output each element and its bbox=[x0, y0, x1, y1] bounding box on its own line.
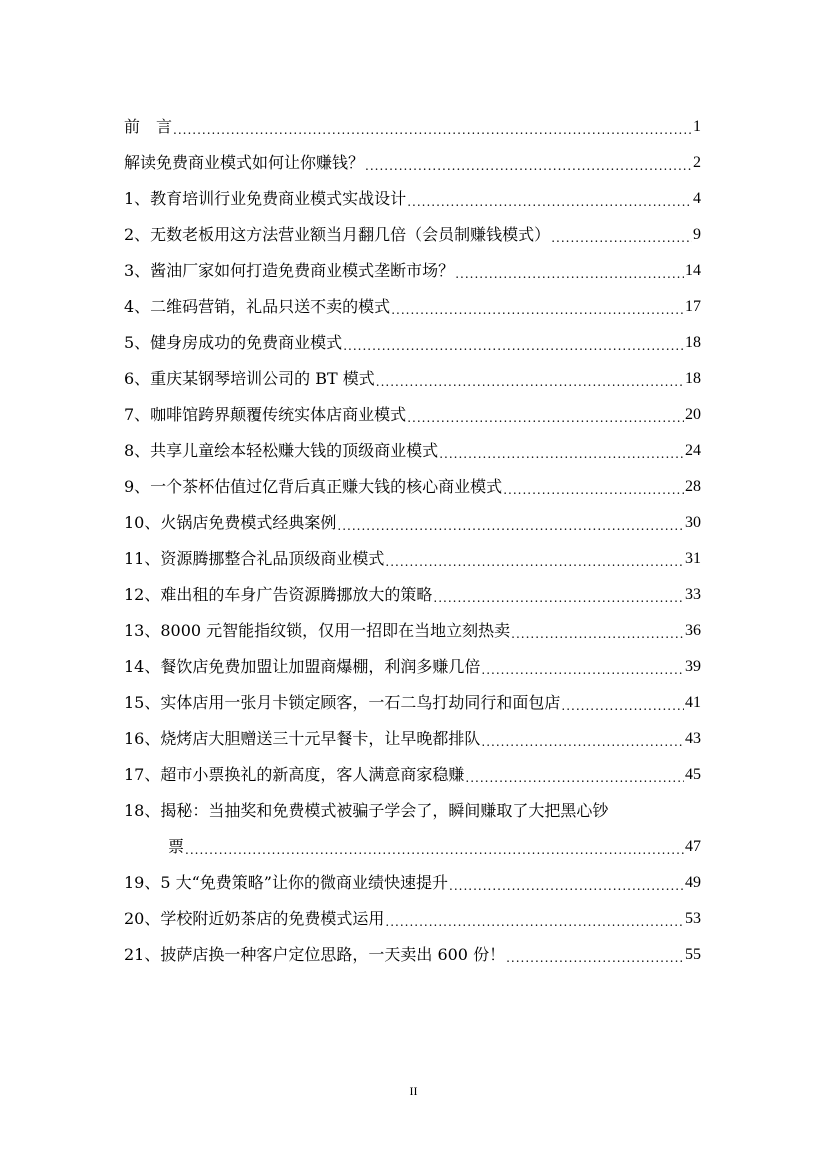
toc-entry-page: 30 bbox=[685, 514, 701, 531]
toc-entry[interactable] bbox=[124, 937, 701, 973]
toc-entry-page: 33 bbox=[685, 586, 701, 603]
toc-entry[interactable] bbox=[124, 613, 701, 649]
toc-entry-page: 36 bbox=[685, 622, 701, 639]
toc-entry-title: 2、无数老板用这方法营业额当月翻几倍（会员制赚钱模式） bbox=[124, 225, 551, 244]
table-of-contents bbox=[124, 109, 701, 973]
toc-entry-title: 16、烧烤店大胆赠送三十元早餐卡，让早晚都排队 bbox=[124, 729, 481, 748]
toc-entry-title: 19、5 大“免费策略”让你的微商业绩快速提升 bbox=[124, 873, 448, 892]
toc-entry-title: 1、教育培训行业免费商业模式实战设计 bbox=[124, 189, 407, 208]
toc-entry-wrapped-continuation[interactable] bbox=[124, 829, 701, 865]
toc-entry-title: 票 bbox=[168, 837, 185, 856]
toc-entry-page: 14 bbox=[685, 262, 701, 279]
toc-leader-dots bbox=[173, 115, 692, 145]
toc-entry-title: 10、火锅店免费模式经典案例 bbox=[124, 513, 337, 532]
toc-entry-page: 4 bbox=[693, 190, 701, 207]
toc-entry-page: 17 bbox=[685, 298, 701, 315]
toc-entry[interactable] bbox=[124, 109, 701, 145]
toc-leader-dots bbox=[439, 439, 684, 469]
toc-entry-page: 2 bbox=[693, 154, 701, 171]
toc-leader-dots bbox=[376, 367, 684, 397]
toc-entry[interactable] bbox=[124, 361, 701, 397]
toc-entry-title: 7、咖啡馆跨界颠覆传统实体店商业模式 bbox=[124, 405, 407, 424]
toc-entries-after bbox=[124, 865, 701, 973]
toc-entry-title: 4、二维码营销，礼品只送不卖的模式 bbox=[124, 297, 391, 316]
toc-entry[interactable] bbox=[124, 145, 701, 181]
toc-entry-wrapped[interactable] bbox=[124, 793, 701, 829]
toc-entry-page: 1 bbox=[693, 118, 701, 135]
toc-entry-page: 9 bbox=[693, 226, 701, 243]
toc-leader-dots bbox=[561, 691, 684, 721]
toc-entry-title: 17、超市小票换礼的新高度，客人满意商家稳赚 bbox=[124, 765, 465, 784]
toc-entry-page: 47 bbox=[685, 838, 701, 855]
toc-leader-dots bbox=[385, 547, 684, 577]
toc-entry-title: 21、披萨店换一种客户定位思路，一天卖出 600 份！ bbox=[124, 945, 506, 964]
toc-entry[interactable] bbox=[124, 433, 701, 469]
toc-entry-title: 18、揭秘：当抽奖和免费模式被骗子学会了，瞬间赚取了大把黑心钞 bbox=[124, 801, 609, 820]
toc-leader-dots bbox=[465, 763, 684, 793]
toc-entry-title: 13、8000 元智能指纹锁，仅用一招即在当地立刻热卖 bbox=[124, 621, 511, 640]
toc-leader-dots bbox=[506, 943, 684, 973]
toc-entry-page: 28 bbox=[685, 478, 701, 495]
toc-entry-page: 45 bbox=[685, 766, 701, 783]
toc-entry-page: 24 bbox=[685, 442, 701, 459]
toc-entry[interactable] bbox=[124, 505, 701, 541]
toc-leader-dots bbox=[481, 655, 684, 685]
toc-entry-page: 49 bbox=[685, 874, 701, 891]
toc-leader-dots bbox=[433, 583, 684, 613]
toc-entry-page: 43 bbox=[685, 730, 701, 747]
toc-entry[interactable] bbox=[124, 757, 701, 793]
toc-entry[interactable] bbox=[124, 397, 701, 433]
toc-entry[interactable] bbox=[124, 253, 701, 289]
toc-leader-dots bbox=[185, 835, 684, 865]
toc-entry[interactable] bbox=[124, 721, 701, 757]
toc-leader-dots bbox=[551, 223, 692, 253]
toc-leader-dots bbox=[337, 511, 684, 541]
toc-entry-title: 6、重庆某钢琴培训公司的 BT 模式 bbox=[124, 369, 375, 388]
toc-entry-title: 8、共享儿童绘本轻松赚大钱的顶级商业模式 bbox=[124, 441, 439, 460]
toc-entry[interactable] bbox=[124, 217, 701, 253]
toc-leader-dots bbox=[343, 331, 684, 361]
toc-entry-title: 12、难出租的车身广告资源腾挪放大的策略 bbox=[124, 585, 433, 604]
toc-entry[interactable] bbox=[124, 577, 701, 613]
toc-leader-dots bbox=[391, 295, 684, 325]
toc-entry[interactable] bbox=[124, 541, 701, 577]
toc-entry-title: 前 言 bbox=[124, 117, 173, 136]
toc-leader-dots bbox=[511, 619, 684, 649]
toc-entries bbox=[124, 109, 701, 793]
toc-entry[interactable] bbox=[124, 181, 701, 217]
toc-leader-dots bbox=[455, 259, 684, 289]
toc-entry-page: 31 bbox=[685, 550, 701, 567]
toc-entry-title: 11、资源腾挪整合礼品顶级商业模式 bbox=[124, 549, 385, 568]
toc-leader-dots bbox=[503, 475, 684, 505]
toc-entry-title: 3、酱油厂家如何打造免费商业模式垄断市场？ bbox=[124, 261, 455, 280]
toc-entry-page: 55 bbox=[685, 946, 701, 963]
toc-entry-title: 20、学校附近奶茶店的免费模式运用 bbox=[124, 909, 385, 928]
toc-entry-title: 9、一个茶杯估值过亿背后真正赚大钱的核心商业模式 bbox=[124, 477, 503, 496]
toc-leader-dots bbox=[481, 727, 684, 757]
toc-entry[interactable] bbox=[124, 289, 701, 325]
toc-entry-page: 18 bbox=[685, 370, 701, 387]
toc-entry[interactable] bbox=[124, 901, 701, 937]
toc-leader-dots bbox=[407, 187, 692, 217]
toc-entry[interactable] bbox=[124, 685, 701, 721]
toc-entry[interactable] bbox=[124, 469, 701, 505]
toc-entry-page: 20 bbox=[685, 406, 701, 423]
toc-leader-dots bbox=[407, 403, 684, 433]
toc-entry-page: 18 bbox=[685, 334, 701, 351]
toc-entry-title: 14、餐饮店免费加盟让加盟商爆棚，利润多赚几倍 bbox=[124, 657, 481, 676]
toc-entry-title: 解读免费商业模式如何让你赚钱？ bbox=[124, 153, 365, 172]
toc-leader-dots bbox=[385, 907, 684, 937]
toc-entry[interactable] bbox=[124, 865, 701, 901]
toc-entry-page: 39 bbox=[685, 658, 701, 675]
toc-entry[interactable] bbox=[124, 325, 701, 361]
toc-leader-dots bbox=[449, 871, 684, 901]
toc-entry-title: 15、实体店用一张月卡锁定顾客，一石二鸟打劫同行和面包店 bbox=[124, 693, 561, 712]
toc-entry[interactable] bbox=[124, 649, 701, 685]
toc-leader-dots bbox=[365, 151, 692, 181]
toc-entry-page: 53 bbox=[685, 910, 701, 927]
toc-entry-page: 41 bbox=[685, 694, 701, 711]
toc-entry-title: 5、健身房成功的免费商业模式 bbox=[124, 333, 343, 352]
page-footer-number: II bbox=[409, 1084, 418, 1098]
